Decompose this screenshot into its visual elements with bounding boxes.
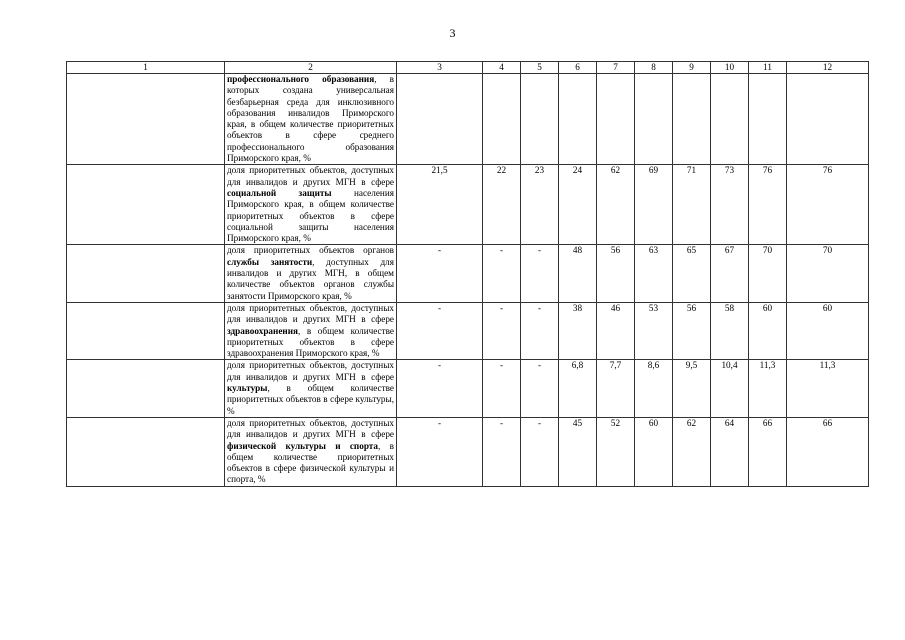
- table-row: [67, 165, 869, 245]
- value-cell: 66: [749, 417, 787, 486]
- row-number-cell: [67, 245, 225, 302]
- table-row: [67, 74, 869, 165]
- sphere-name: физической культуры и спорта: [227, 440, 379, 451]
- value-cell: 38: [559, 302, 597, 359]
- value-cell: 45: [559, 417, 597, 486]
- value-cell: 66: [787, 417, 869, 486]
- value-cell: 67: [711, 245, 749, 302]
- table-row: [67, 417, 869, 486]
- value-cell: 73: [711, 165, 749, 245]
- row-number-cell: [67, 417, 225, 486]
- indicator-description: [225, 302, 397, 359]
- sphere-name: службы занятости: [227, 256, 313, 267]
- value-cell: 48: [559, 245, 597, 302]
- row-number-cell: [67, 302, 225, 359]
- table-row: [67, 360, 869, 417]
- value-cell: -: [397, 360, 483, 417]
- indicator-description: [225, 360, 397, 417]
- sphere-name: здравоохранения: [227, 325, 298, 336]
- value-cell: -: [397, 302, 483, 359]
- value-cell: -: [483, 302, 521, 359]
- value-cell: 10,4: [711, 360, 749, 417]
- description-text: , в общем количестве приоритетных объектов в сфере здравоохранения Приморского края, %: [227, 325, 394, 359]
- value-cell: [673, 74, 711, 165]
- indicator-description: [225, 245, 397, 302]
- value-cell: [597, 74, 635, 165]
- value-cell: 62: [597, 165, 635, 245]
- value-cell: 11,3: [787, 360, 869, 417]
- column-number-header: 5: [521, 62, 559, 74]
- value-cell: -: [521, 360, 559, 417]
- value-cell: 21,5: [397, 165, 483, 245]
- value-cell: 76: [749, 165, 787, 245]
- value-cell: 53: [635, 302, 673, 359]
- value-cell: -: [397, 417, 483, 486]
- row-number-cell: [67, 165, 225, 245]
- sphere-name: профессионального образования: [227, 74, 375, 84]
- value-cell: 69: [635, 165, 673, 245]
- value-cell: 65: [673, 245, 711, 302]
- value-cell: 7,7: [597, 360, 635, 417]
- table-row: [67, 245, 869, 302]
- sphere-name: культуры: [227, 383, 268, 394]
- value-cell: 11,3: [749, 360, 787, 417]
- column-number-header: 7: [597, 62, 635, 74]
- value-cell: -: [483, 360, 521, 417]
- column-number-header: 3: [397, 62, 483, 74]
- table-row: [67, 302, 869, 359]
- value-cell: [787, 74, 869, 165]
- column-number-row: [67, 62, 869, 74]
- column-number-header: 10: [711, 62, 749, 74]
- value-cell: 64: [711, 417, 749, 486]
- value-cell: 60: [749, 302, 787, 359]
- description-text: доля приоритетных объектов, доступных для инвалидов и других МГН в сфере: [227, 302, 394, 325]
- value-cell: -: [397, 245, 483, 302]
- column-number-header: 8: [635, 62, 673, 74]
- value-cell: [483, 74, 521, 165]
- value-cell: [749, 74, 787, 165]
- value-cell: -: [483, 245, 521, 302]
- column-number-header: 6: [559, 62, 597, 74]
- value-cell: 9,5: [673, 360, 711, 417]
- column-number-header: 1: [67, 62, 225, 74]
- row-number-cell: [67, 360, 225, 417]
- row-number-cell: [67, 74, 225, 165]
- value-cell: [635, 74, 673, 165]
- description-text: доля приоритетных объектов, доступных для инвалидов и других МГН в сфере: [227, 417, 394, 440]
- column-number-header: 12: [787, 62, 869, 74]
- value-cell: [711, 74, 749, 165]
- indicator-description: [225, 165, 397, 245]
- description-text: , в общем количестве приоритетных объектов в сфере культуры, %: [227, 383, 394, 416]
- value-cell: -: [521, 302, 559, 359]
- column-number-header: 11: [749, 62, 787, 74]
- column-number-header: 9: [673, 62, 711, 74]
- column-number-header: 4: [483, 62, 521, 74]
- value-cell: 62: [673, 417, 711, 486]
- value-cell: -: [483, 417, 521, 486]
- description-text: , доступных для инвалидов и других МГН, в общем количестве объектов органов службы занятости Приморского края, %: [227, 256, 394, 301]
- value-cell: 63: [635, 245, 673, 302]
- sphere-name: социальной защиты: [227, 187, 332, 198]
- value-cell: [397, 74, 483, 165]
- description-text: доля приоритетных объектов, доступных для инвалидов и других МГН в сфере: [227, 165, 394, 187]
- value-cell: 23: [521, 165, 559, 245]
- value-cell: 71: [673, 165, 711, 245]
- value-cell: 52: [597, 417, 635, 486]
- page-number: 3: [449, 26, 456, 40]
- value-cell: 56: [673, 302, 711, 359]
- value-cell: 70: [787, 245, 869, 302]
- value-cell: 60: [635, 417, 673, 486]
- value-cell: 58: [711, 302, 749, 359]
- description-text: , в которых создана универсальная безбарьерная среда для инклюзивного образования инвалидов Приморского края, в общем количестве приоритетных объектов в сфере среднего профессионального образования Приморского края, %: [227, 74, 395, 164]
- description-text: населения Приморского края, в общем количестве приоритетных объектов в сфере социальной защиты населения Приморского края, %: [227, 187, 394, 244]
- value-cell: 24: [559, 165, 597, 245]
- description-text: , в общем количестве приоритетных объектов в сфере физической культуры и спорта, %: [227, 440, 394, 485]
- value-cell: [559, 74, 597, 165]
- value-cell: -: [521, 245, 559, 302]
- indicators-table: [66, 61, 869, 487]
- value-cell: -: [521, 417, 559, 486]
- value-cell: 56: [597, 245, 635, 302]
- value-cell: 8,6: [635, 360, 673, 417]
- value-cell: 6,8: [559, 360, 597, 417]
- description-text: доля приоритетных объектов, доступных для инвалидов и других МГН в сфере: [227, 360, 394, 382]
- value-cell: 76: [787, 165, 869, 245]
- value-cell: 46: [597, 302, 635, 359]
- value-cell: [521, 74, 559, 165]
- value-cell: 70: [749, 245, 787, 302]
- indicator-description: [225, 74, 397, 165]
- indicator-description: [225, 417, 397, 486]
- description-text: доля приоритетных объектов органов: [227, 245, 394, 256]
- value-cell: 22: [483, 165, 521, 245]
- column-number-header: 2: [225, 62, 397, 74]
- value-cell: 60: [787, 302, 869, 359]
